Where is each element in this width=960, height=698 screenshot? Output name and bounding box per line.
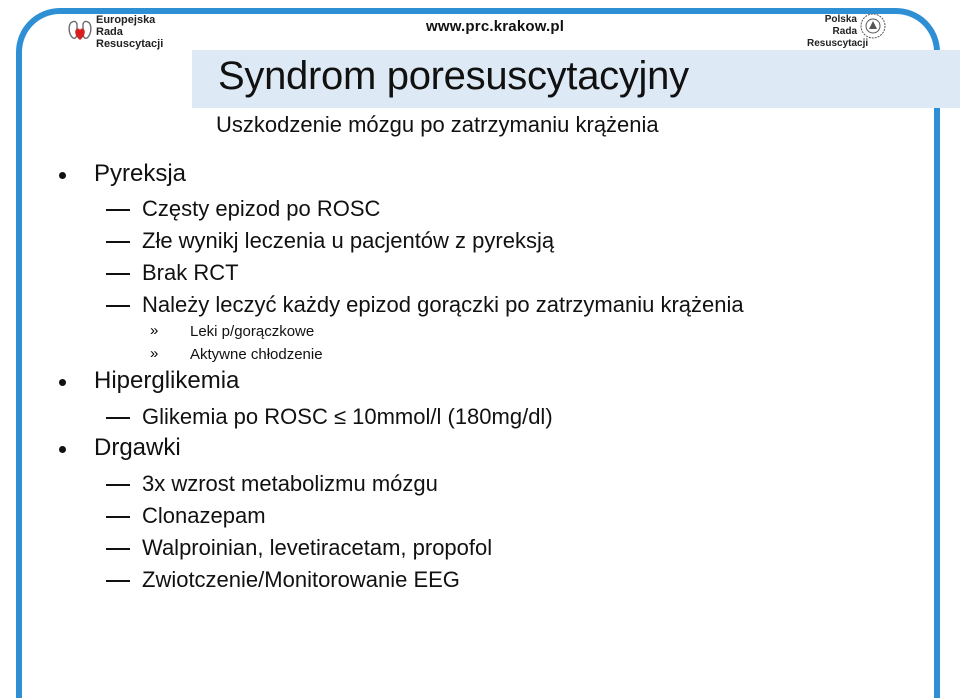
- dash-marker: [106, 484, 130, 486]
- bullet-drgawki: [59, 446, 66, 453]
- prc-logo-text: [807, 14, 869, 50]
- prc-line-3: Resuscytacji: [807, 38, 869, 49]
- list-heading-drgawki: Drgawki: [94, 434, 181, 461]
- list-item: Walproinian, levetiracetam, propofol: [142, 535, 493, 560]
- slide-subtitle: Uszkodzenie mózgu po zatrzymaniu krążenia: [216, 112, 659, 137]
- list-item: Clonazepam: [142, 503, 266, 528]
- list-item: Brak RCT: [142, 260, 239, 285]
- prc-line-2: Rada: [832, 26, 857, 37]
- dash-marker: [106, 548, 130, 550]
- dash-marker: [106, 241, 130, 243]
- bullet-hiperglikemia: [59, 379, 66, 386]
- list-item: Glikemia po ROSC ≤ 10mmol/l (180mg/dl): [142, 404, 553, 429]
- dash-marker: [106, 516, 130, 518]
- dash-marker: [106, 273, 130, 275]
- list-subitem: Aktywne chłodzenie: [190, 346, 323, 363]
- dash-marker: [106, 305, 130, 307]
- list-item: Zwiotczenie/Monitorowanie EEG: [142, 567, 460, 592]
- bullet-pyreksja: [59, 172, 66, 179]
- erc-line-3: Resuscytacji: [96, 38, 164, 50]
- erc-line-2: Rada: [96, 26, 123, 38]
- list-item: Częsty epizod po ROSC: [142, 196, 381, 221]
- list-heading-hiperglikemia: Hiperglikemia: [94, 367, 240, 394]
- list-item: Złe wynikj leczenia u pacjentów z pyreksją: [142, 228, 555, 253]
- website-url: www.prc.krakow.pl: [426, 18, 565, 35]
- list-subitem: Leki p/gorączkowe: [190, 323, 315, 340]
- dash-marker: [106, 580, 130, 582]
- slide-title: Syndrom poresuscytacyjny: [218, 54, 689, 98]
- prc-line-1: Polska: [824, 14, 857, 25]
- list-heading-pyreksja: Pyreksja: [94, 160, 187, 187]
- erc-line-1: Europejska: [96, 14, 156, 26]
- list-item: Należy leczyć każdy epizod gorączki po zatrzymaniu krążenia: [142, 292, 744, 317]
- heart-lungs-logo-icon: [66, 16, 94, 44]
- raquo-marker: »: [150, 345, 159, 362]
- dash-marker: [106, 209, 130, 211]
- raquo-marker: »: [150, 322, 159, 339]
- dash-marker: [106, 417, 130, 419]
- prc-seal-icon: [860, 13, 886, 39]
- erc-logo-text: [96, 14, 163, 50]
- list-item: 3x wzrost metabolizmu mózgu: [142, 471, 438, 496]
